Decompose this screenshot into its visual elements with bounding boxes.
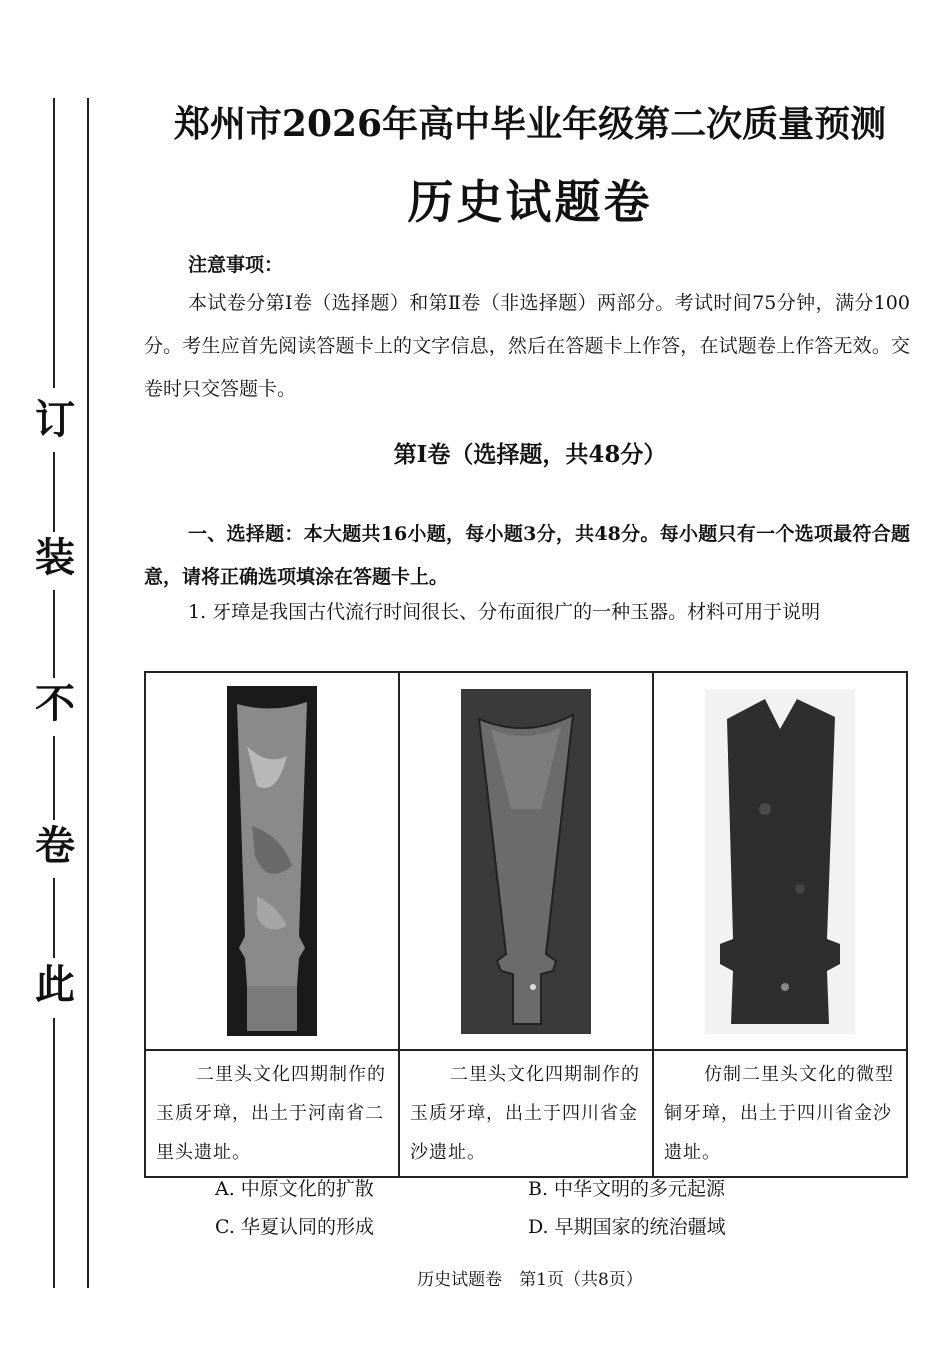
margin-char-3: 不	[35, 680, 75, 727]
margin-dash	[53, 1018, 55, 1288]
margin-dash	[53, 736, 55, 820]
margin-dash	[53, 878, 55, 958]
jade-figure-table	[144, 671, 908, 1178]
notice-text: 本试卷分第Ⅰ卷（选择题）和第Ⅱ卷（非选择题）两部分。考试时间75分钟，满分100分。考生应首先阅读答题卡上的文字信息，然后在答题卡上作答，在试题卷上作答无效。交卷时只交答题卡。	[144, 292, 910, 400]
page-footer: 历史试题卷 第1页（共8页）	[417, 1270, 643, 1290]
figure-cell-2	[399, 672, 653, 1050]
margin-char-2: 卷	[35, 822, 75, 869]
option-d: D. 早期国家的统治疆域	[528, 1216, 726, 1238]
binding-line	[87, 98, 89, 1288]
option-a: A. 中原文化的扩散	[215, 1178, 374, 1200]
margin-char-1: 此	[35, 961, 75, 1008]
question-stem: 1. 牙璋是我国古代流行时间很长、分布面很广的一种玉器。材料可用于说明	[188, 601, 821, 623]
figure-cell-3	[653, 672, 907, 1050]
figure-caption-1: 二里头文化四期制作的玉质牙璋，出土于河南省二里头遗址。	[145, 1050, 399, 1177]
margin-dash	[53, 98, 55, 388]
margin-char-4: 装	[35, 534, 75, 581]
notice-heading: 注意事项：	[188, 254, 284, 276]
jade-zhang-photo-1	[227, 686, 317, 1036]
margin-char-5: 订	[35, 396, 75, 443]
section-title: 第Ⅰ卷（选择题，共48分）	[393, 441, 667, 468]
margin-dash	[53, 452, 55, 532]
figure-cell-1	[145, 672, 399, 1050]
option-b: B. 中华文明的多元起源	[528, 1178, 726, 1200]
paper-title: 历史试题卷	[407, 175, 653, 229]
figure-caption-3: 仿制二里头文化的微型铜牙璋，出土于四川省金沙遗址。	[653, 1050, 907, 1177]
section-instruction: 一、选择题：本大题共16小题，每小题3分，共48分。每小题只有一个选项最符合题意，请将正确选项填涂在答题卡上。	[144, 523, 910, 588]
option-c: C. 华夏认同的形成	[215, 1216, 374, 1238]
margin-dash	[53, 590, 55, 678]
jade-zhang-photo-2	[461, 689, 591, 1034]
exam-title: 郑州市2026年高中毕业年级第二次质量预测	[173, 103, 887, 145]
bronze-zhang-photo-3	[705, 689, 855, 1034]
figure-caption-2: 二里头文化四期制作的玉质牙璋，出土于四川省金沙遗址。	[399, 1050, 653, 1177]
